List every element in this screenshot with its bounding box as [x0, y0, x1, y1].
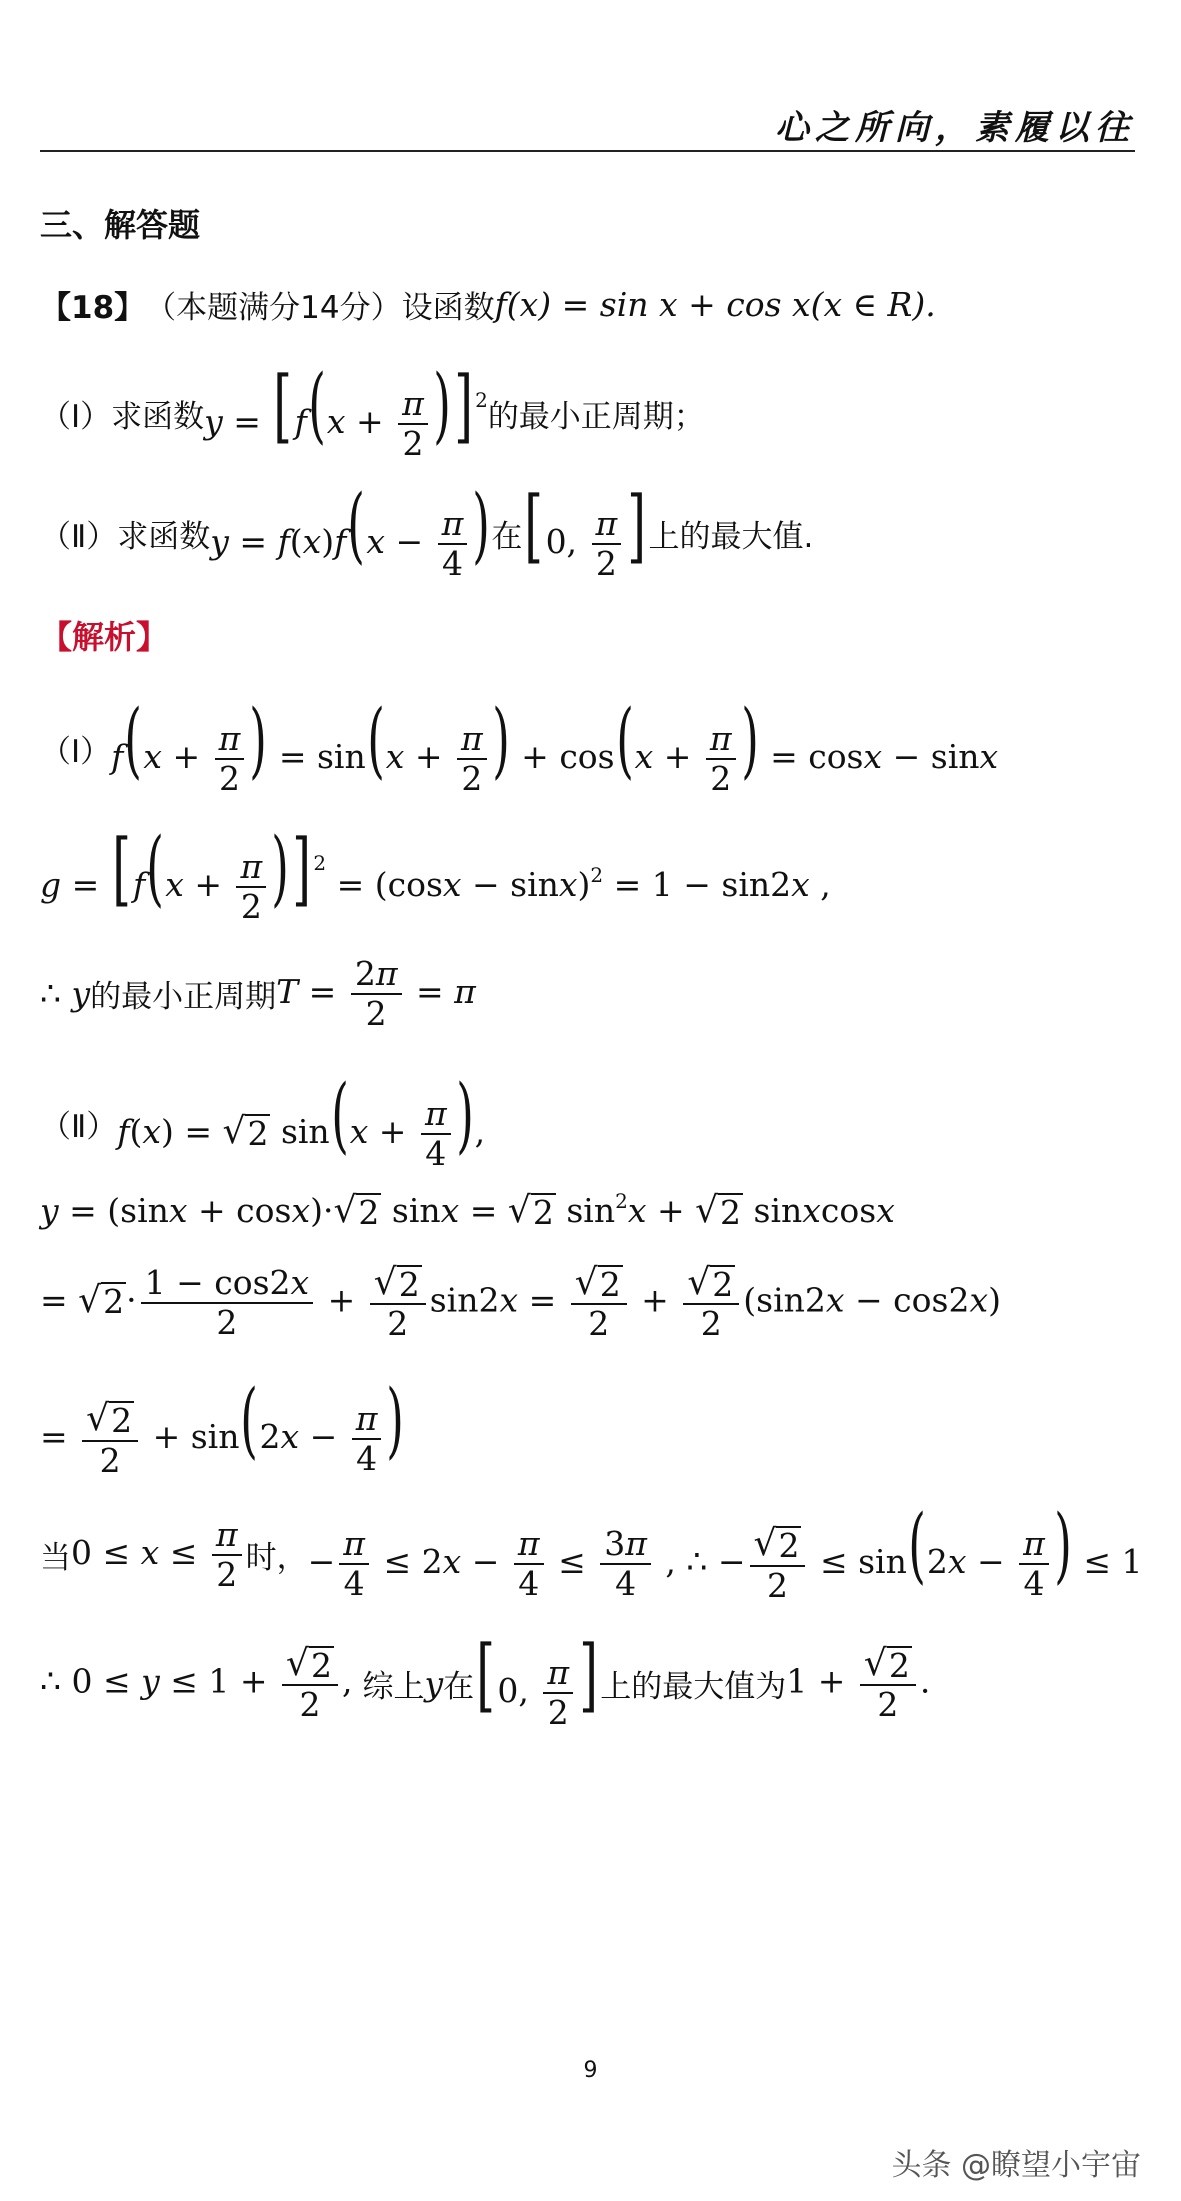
solution-part2-label: （Ⅱ）: [40, 1109, 118, 1146]
solution-line-7: = √ 2 2 + sin(2x − $\frac{\pi}{4}$ ): [40, 1373, 405, 1480]
solution-line-3: ∴ y 的最小正周期 T = $\frac{2\pi}{2}$ = π: [40, 954, 476, 1033]
problem-number: 【18】: [40, 290, 146, 326]
function-definition: f(x) = sin x + cos x(x ∈ R).: [494, 285, 936, 324]
period-text: 的最小正周期: [90, 979, 277, 1016]
analysis-label: 【解析】: [40, 618, 169, 656]
problem-statement: [40, 282, 936, 327]
part1-suffix: 的最小正周期；: [487, 399, 705, 436]
part2-in: 在: [491, 519, 523, 556]
section-title: 三、解答题: [40, 206, 201, 244]
time-text: 时，: [245, 1540, 308, 1577]
solution-line-8: 当 0 ≤ x ≤ $\frac{\pi}{2}$ 时， − $\frac{\pi}{4}$ ≤ 2x − $\frac{\pi}{4}$ ≤ $\frac{3\pi}{4}$ , ∴ − √ 2 2 ≤ sin(2x − $\frac{\pi}{4}$ ) ≤ 1: [40, 1498, 1143, 1605]
part2-suffix: 上的最大值.: [648, 519, 814, 556]
solution-part1-label: （Ⅰ）: [40, 734, 112, 771]
header-rule: [40, 150, 1135, 152]
summary-text: 综上: [362, 1668, 425, 1705]
solution-line-1: （Ⅰ） f(x + $\frac{\pi}{2}$ ) = sin(x + $\frac{\pi}{2}$ ) + cos(x + $\frac{\pi}{2}$ ) = cosx − sinx: [40, 693, 999, 798]
problem-part1: [40, 358, 705, 463]
when-text: 当: [40, 1540, 71, 1577]
solution-line-2: g = [f(x + $\frac{\pi}{2}$ )] $^2 = (\cos x - \sin x)^2 = 1 - \sin 2x$ ,: [40, 821, 831, 926]
header-motto: 心之所向，素履以往: [775, 108, 1135, 148]
part1-formula: y = [f(x + $\frac{\pi}{2}$ )] $^2$: [204, 358, 488, 463]
solution-line-9: ∴ 0 ≤ y ≤ 1 + √ 2 2 , 综上 y 在 [0, $\frac{\pi}{2}$ ] 上的最大值为 1 + √ 2 2 .: [40, 1628, 931, 1732]
part2-formula: y = f(x)f(x − $\frac{\pi}{4}$ ): [210, 478, 491, 583]
solution-line-5: y = (sinx + cosx)· √ 2 sinx = √ 2 $\sin^2x$ + √ 2 sinxcosx: [40, 1189, 895, 1232]
part2-interval: [0, $\frac{\pi}{2}$ ]: [524, 478, 647, 583]
watermark: 头条 @瞭望小宇宙: [891, 2148, 1141, 2183]
problem-intro: （本题满分14分）设函数: [145, 290, 495, 326]
part2-prefix: （Ⅱ）求函数: [40, 519, 211, 556]
summary-in: 在: [443, 1668, 475, 1705]
solution-line-4: （Ⅱ） f(x) = √ 2 sin(x + $\frac{\pi}{4}$ ),: [40, 1068, 486, 1173]
page-number: 9: [583, 2058, 598, 2083]
max-text: 上的最大值为: [600, 1668, 787, 1705]
part1-prefix: （Ⅰ）求函数: [40, 399, 205, 436]
problem-part2: [40, 478, 814, 583]
solution-line-6: = √ 2 · $\frac{1 - \cos 2x}{2}$ + √ 2 2 sin2x = √ 2 2 + √ 2 2 (sin2x − cos2x): [40, 1262, 1001, 1344]
